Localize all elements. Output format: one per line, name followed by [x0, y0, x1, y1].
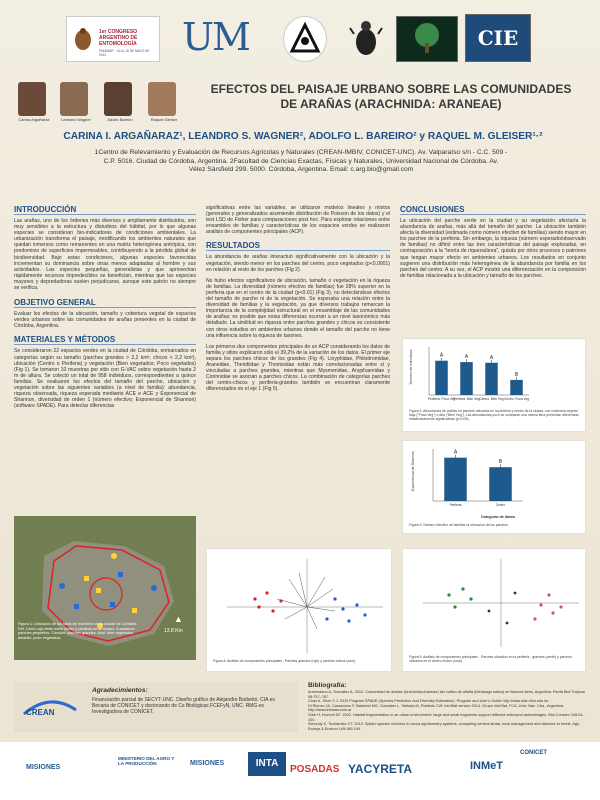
methods-continued: significativas entre las variables, se utilizaron modelos lineales y mixtos (generales y generalizados asumiendo distribución de Poisson de los datos) y el test LSD de Fisher para comparaciones post hoc. Para explorar relaciones entre ensambles de familias y características de los espacios verdes se realizaron análisis de componentes principales (ACP).: [206, 205, 390, 236]
bar-letter-label: B: [514, 371, 519, 378]
fig2-ylabel: Número de individuos: [409, 349, 413, 385]
author-photo: [60, 82, 88, 116]
conclusions-body: La ubicación del parche verde en la ciudad y su vegetación afectaría la abundancia de arañas, más allá del tamaño del parche. La ubicación también afecta la diversidad (estimada como número efectivo de familias) siendo mayor en los parches de la periferia. Sin embargo, la riqueza (número esperado/observado de familias) no difirió entre las tres características del paisaje exploradas, en contraposición a la "teoría de riqueza/área", quizás por otros procesos o patrones que tengan mayor efecto en ambientes urbanos. Los resultados en conjunto sugieren una distribución más heterogénea de la abundancia por familia en los parches del centro. A su vez, el ACP mostró una diferenciación en la composición de familias relacionada a la ubicación y tamaño de los parches.: [400, 218, 586, 279]
intro-heading: INTRODUCCIÓN: [14, 205, 196, 215]
sponsor-logo: YACYRETA: [348, 762, 413, 776]
tree-icon: [397, 17, 457, 61]
bibliography-heading: Bibliografía:: [308, 682, 347, 689]
title-line-2: DE ARAÑAS (ARACHNIDA: ARANEAE): [280, 97, 502, 111]
scarab-icon: [348, 16, 384, 60]
photo-caption: Carina Argañaraz: [18, 117, 50, 122]
category-label: Centro, Poca Veg: [504, 397, 529, 401]
results-heading: RESULTADOS: [206, 241, 390, 251]
bibliography: [308, 682, 588, 731]
figure-4: [206, 548, 392, 672]
fig3-chart: [403, 441, 585, 517]
cie-logo: [465, 14, 531, 62]
fig3-caption: Figura 3: Número efectivo de familias vs ubicación de los parches.: [409, 523, 509, 527]
bibliography-entry: Di Rienzo JA, Casanoves F, Balzarini MG, Gonzalez L, Tablada M, Robledo CW. InfoStat versión 2014. Grupo InfoStat, FCA, Univ. Nac. Cba., Argentina. http://www.infostat.com.ar: [308, 703, 565, 713]
green-logo: [396, 16, 458, 62]
bibliography-entry: Gibb H, Hochuli DF. 2002. Habitat fragmentation in an urban environment: large and small fragments support different arthropod assemblages. Biol Conserv 106:91–100.: [308, 712, 585, 722]
scarab-logo: [348, 16, 384, 60]
figure-3: [402, 440, 586, 534]
objective-body: Evaluar los efectos de la ubicación, tamaño y cobertura vegetal de espacios verdes urbanos sobre las comunidades de arañas presentes en la ciudad de Córdoba, Argentina.: [14, 311, 196, 330]
affiliations: [18, 149, 584, 175]
um-logo-text: UM: [182, 15, 249, 59]
bar-letter-label: B: [498, 459, 503, 466]
map-caption: Figura 1: Ubicación de los sitios de muestreo en la ciudad de Córdoba. Ref. Línea roja límite entre centro y periferia de la ciudad. Cuadrados: parches pequeños. Círculos: parches grandes. Azul: bien vegetados, amarillo: poco vegetados.: [18, 622, 138, 640]
institution-logo: [283, 16, 327, 62]
fig3-ylabel: Exponencial de Shannon: [411, 451, 415, 491]
methods-heading: MATERIALES Y MÉTODOS: [14, 335, 196, 345]
beetle-icon: [70, 26, 96, 52]
bar-letter-label: A: [464, 354, 469, 361]
affiliation-3: Vélez Sársfield 299. 5000. Córdoba, Argentina. Email: c.arg.bio@gmail.com: [188, 166, 414, 174]
bar: [460, 362, 473, 395]
author-photo: [104, 82, 132, 116]
study-map: [14, 516, 196, 660]
map-scale: 13,8 Km: [164, 628, 183, 634]
fig4-pca-biplot: [207, 549, 391, 657]
bar: [444, 458, 467, 501]
fig5-caption: Figura 5: Análisis de componentes principales . Parches ubicados en la periferia - grandes (verde) y parches ubicados en el centro-chicos (rosa).: [409, 655, 572, 664]
crean-logo-icon: [20, 692, 80, 722]
sponsor-logo: INTA: [248, 752, 286, 776]
sponsor-logo: MISIONES: [26, 764, 61, 771]
column-right: [400, 205, 586, 279]
crean-logo-text: CREAN: [26, 708, 55, 717]
fig2-chart: [403, 339, 585, 407]
authors-line: CARINA I. ARGAÑARAZ¹, LEANDRO S. WAGNER², ADOLFO L. BAREIRO² y RAQUEL M. GLEISER¹·²: [63, 131, 543, 142]
sponsor-logo: POSADAS: [290, 764, 340, 775]
photo-caption: Raquel Gleiser: [150, 117, 178, 122]
results-paragraph-3: Los primeros dos componentes principales de un ACP considerando los datos de familia y sitios explicaron sólo el 39,2% de la variación de los datos. El primer eje separa los parches chicos de los grandes (Fig 4). Linyphidae, Philodromidae, Araneidae, Theridiidae y Thomisidae están más correlacionadas entre sí y vinculadas a parches grandes, mientras que Mysmenidae, Anyphaenidae y Corinnidae se asocian a parches chicos. La combinación de categorías parches del centro-chicos y periferia-grandes también se encuentran claramente diferenciados en el eje 1 (Fig 5).: [206, 343, 390, 393]
bar-letter-label: A: [489, 354, 494, 361]
pyramid-icon: [284, 17, 326, 61]
figure-2: [402, 338, 586, 432]
bar-letter-label: A: [453, 449, 458, 456]
fig5-pca-plot: [403, 549, 585, 649]
column-left: [14, 205, 196, 409]
objective-heading: OBJETIVO GENERAL: [14, 298, 196, 308]
crean-logo: [20, 692, 80, 722]
category-label: Periferia, Poca Veg: [427, 397, 456, 401]
affiliation-2: C.P. 5016. Ciudad de Córdoba, Argentina. 2Facultad de Ciencias Exactas, Físicas y Naturales, Universidad Nacional de Córdoba. Av.: [103, 157, 499, 165]
photo-caption: Adolfo Bareiro: [107, 117, 133, 122]
category-label: Periferia, Bien Veg: [453, 397, 480, 401]
acknowledgements-heading: Agradecimientos:: [92, 687, 148, 694]
conclusions-heading: CONCLUSIONES: [400, 205, 586, 215]
results-paragraph-2: No hubo efectos significativos de ubicación, tamaño o vegetación en la riqueza de familias. La diversidad (número efectivo de familias) fue 28% superior en la periferia que en el centro de la ciudad (p<0.01) (Fig 3), no detectándose efectos del tamaño de parche ni de la vegetación. Se esperaba una relación entre la diversidad de familias y la vegetación, ya que diversos trabajos remarcan la importancia de la complejidad estructural en el ensamblaje de las comunidades de arañas; es posible que estas diferencias ocurran a un nivel taxonómico más detallado. La similitud en riqueza entre parches grandes y chicos es consistente con otros estudios en ambientes urbanos donde el tamaño del parche no tiene una influencia sobre la riqueza de taxones.: [206, 277, 390, 339]
sponsor-logo: MINISTERIO DEL AGRO Y LA PRODUCCIÓN: [118, 756, 175, 767]
category-label: Periferia: [449, 503, 462, 507]
photo-caption: Leandro Wagner: [61, 117, 91, 122]
column-middle: [206, 205, 390, 392]
poster-title: [196, 82, 586, 112]
fig4-caption: Figura 4: Análisis de componentes principales . Parches grandes (rojo) y parches chicos (azul).: [213, 659, 356, 663]
congress-logo: [66, 16, 160, 62]
sponsor-logo: MISIONES: [190, 760, 225, 767]
um-logo: [182, 14, 272, 60]
author-photo: [148, 82, 176, 116]
cie-logo-text: CIE: [477, 26, 519, 50]
bibliography-entry: Chao A, Shen T-J. 2010 Program SPADE (Species Prediction And Diversity Estimation). Program and User's Guide http://chao.stat.nthu.edu.tw: [308, 699, 549, 704]
bar: [485, 363, 498, 395]
bar: [435, 361, 448, 395]
bibliography-entry: Stenchly K, Tscharntke CT. 2012. Spider species richness in cocoa agroforestry systems, comparing vertical strata, local management and distance to forest. Agri, Ecosys & Environ 149:189-194.: [308, 722, 581, 731]
bar: [510, 380, 523, 395]
methods-body: Se consideraron 22 espacios verdes en la ciudad de Córdoba, enmarcados en categorías según su tamaño (parches grandes > 2,2 km²; chicos < 2,2 km²), ubicación (Centro o Periferia) y vegetación (Bien vegetados; Poco vegetados) (Fig 1). Se tomaron 10 muestras por sitio con G-VAC sobre vegetación hasta 2 m de altura. Se colectó un total de 958 individuos, correspondientes a quince familias. Se evaluaron los efectos del tamaño del parche, ubicación y vegetación sobre las siguientes variables (a nivel de familia): abundancia, riqueza observada, riqueza esperada mediante ACE e ACE y Exponencial de Shannon, diversidad de orden 1 (número efectivo; Exponencial de Shannon) (software SPADE). Para detectar diferencias: [14, 348, 196, 410]
sponsor-logo: CONICET: [520, 750, 547, 756]
bibliography-entry: Armendano A, González A. 2010. Comunidad de arañas (Arachnida,Araneae) del cultivo de alfalfa (Medicago sativa) en Buenos Aires, Argentina. Revta Biol Tropical 58:757–767.: [308, 690, 585, 699]
sponsors-band: [0, 742, 600, 800]
congress-subtitle: PINAMAR · 14 AL 16 DE MAYO DE 2014: [99, 49, 150, 57]
bar-letter-label: A: [439, 352, 444, 359]
fig3-xlabel: Categoría de datos: [480, 515, 516, 519]
acknowledgements-panel: [14, 682, 298, 732]
congress-title: 1er CONGRESO ARGENTINO DE ENTOMOLOGÍA: [99, 29, 138, 47]
category-label: Centro, Bien Veg: [479, 397, 504, 401]
fig2-caption: Figura 2: Abundancia de arañas en parches ubicados en la periferia y centro de la ciudad, con cobertura vegetal baja ("Poca Veg") o alta ("Bien Veg"). Las abundancias poco se comparan una misma letra presentan diferencias estadísticamente significativas (p<0,05).: [409, 409, 579, 422]
intro-body: Las arañas, uno de los órdenes más diversos y ampliamente distribuidos, son muy sensibles a la estructura y disturbios del hábitat, por lo que algunas especies se consideran bio-indicadoras de condiciones ambientales. La urbanización transforma el paisaje, modificando los ambientes naturales que quedan inmersos como remanentes en una matriz heterogénea antrópica, con predominio de superficies impermeables, contribuyendo a la pérdida global de biodiversidad. Bajo estas condiciones, algunas especies favorecidas incrementan su dominancia sobre otras menos adaptadas al hombre y sus actividades. Las especies pequeñas, generalistas y que aprovechan rápidamente recursos impredecibles se benefician, mientras que las especies mayores y depredadoras suelen perjudicarse, aunque este patrón no siempre se verifica.: [14, 218, 196, 292]
acknowledgements-body: Financiación parcial de SECYT-UNC. Diseño gráfico de Alejandro Barbeito. CIA es Becaria de CONICET y doctorando de Cs Biológicas FCEFyN, UNC. RMG es Investigadora de CONICET.: [92, 697, 275, 716]
figure-5: [402, 548, 586, 672]
results-paragraph-1: La abundancia de arañas interactuó significativamente con la ubicación y la vegetación, siendo menor en los parches del centro, poco vegetados (p<0.0001) en relación al resto de los parches (Fig 2).: [206, 254, 390, 273]
author-photo: [18, 82, 46, 116]
north-arrow-icon: ▲: [174, 614, 183, 624]
category-label: Centro: [495, 503, 506, 507]
affiliation-1: 1Centro de Relevamiento y Evaluación de Recursos Agrícolas y Naturales (CREAN-IMBIV, CONICET-UNC). Av. Valparaíso s/n - C.C. 509 -: [94, 149, 508, 156]
bar: [489, 467, 512, 501]
sponsor-logo: INMeT: [470, 760, 503, 772]
title-line-1: EFECTOS DEL PAISAJE URBANO SOBRE LAS COMUNIDADES: [210, 82, 572, 96]
